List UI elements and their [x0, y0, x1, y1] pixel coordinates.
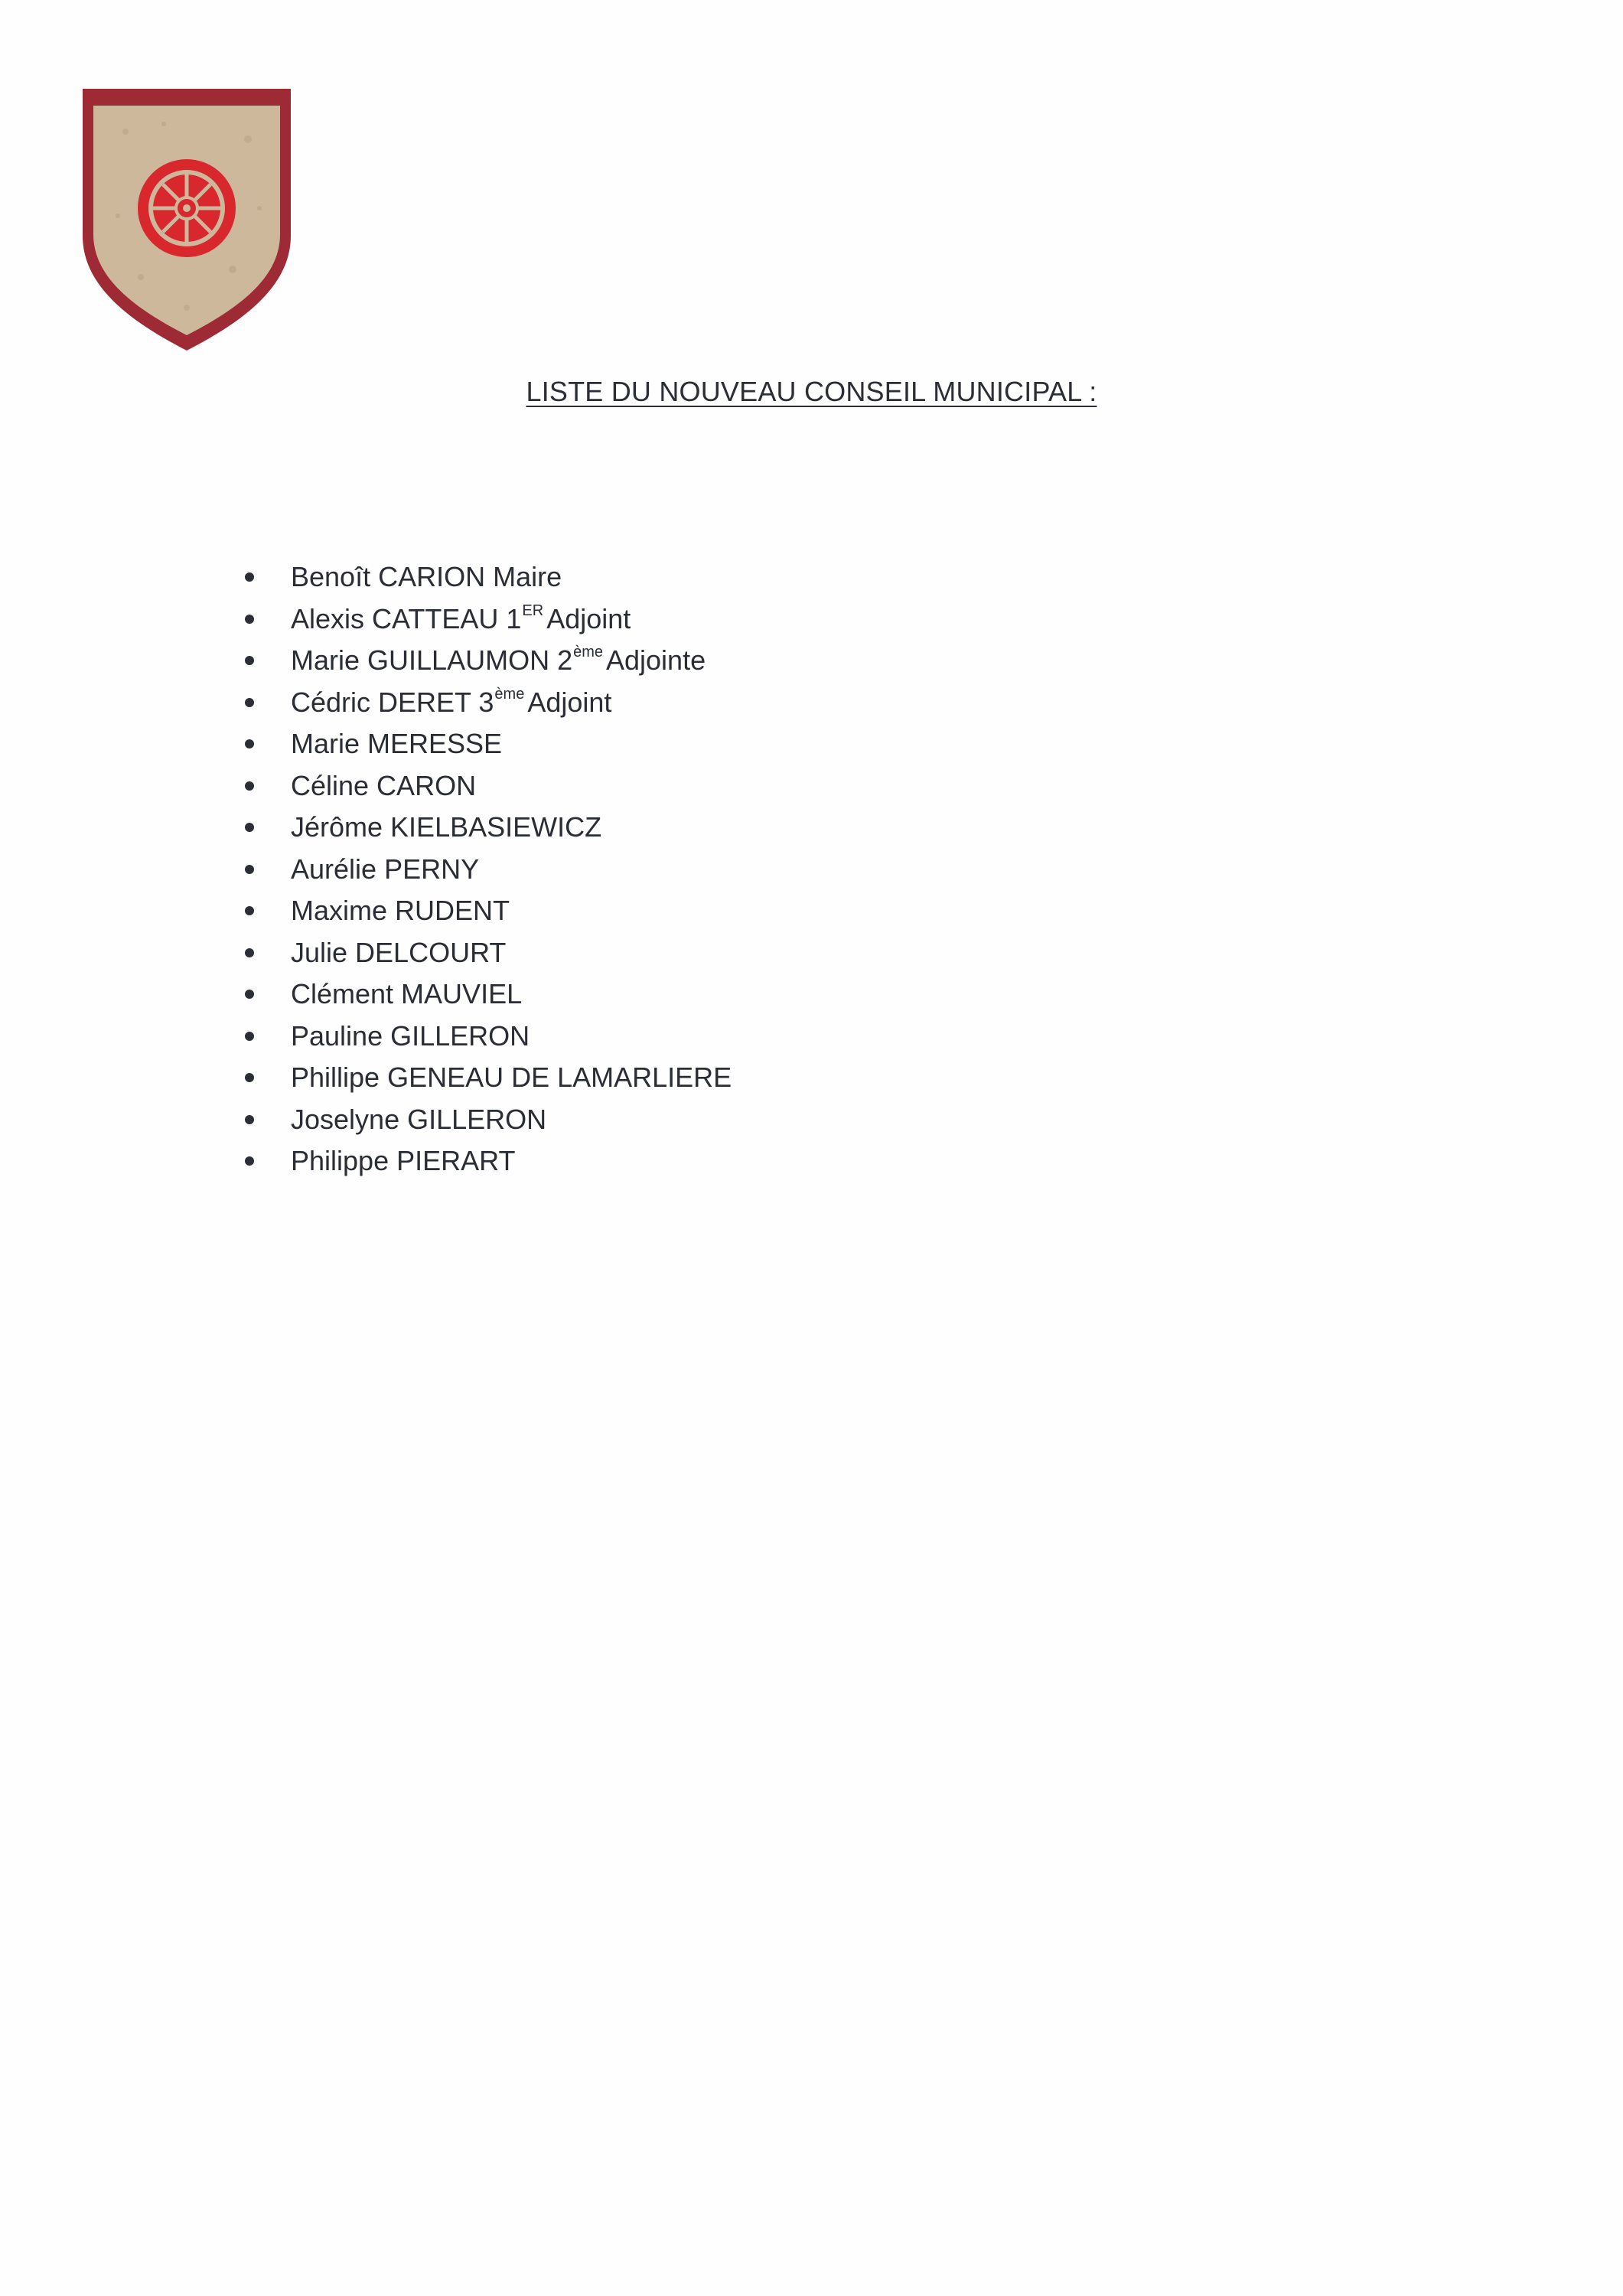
member-name-text: Benoît CARION Maire — [291, 561, 562, 592]
member-name — [291, 723, 502, 765]
member-name — [291, 598, 631, 641]
coat-of-arms-wheel-icon — [80, 86, 294, 354]
crest-wheel — [138, 159, 236, 257]
member-name — [291, 1140, 515, 1182]
member-role: Adjointe — [606, 644, 706, 676]
document-title-text: LISTE DU NOUVEAU CONSEIL MUNICIPAL : — [526, 376, 1097, 407]
bullet-icon — [245, 615, 254, 624]
member-name-text: Jérôme KIELBASIEWICZ — [291, 811, 602, 843]
bullet-icon — [245, 990, 254, 999]
member-name — [291, 890, 510, 932]
member-name-text: Clément MAUVIEL — [291, 978, 523, 1009]
member-name-text: Marie MERESSE — [291, 728, 503, 759]
document-title — [0, 373, 1623, 410]
member-name — [291, 1099, 546, 1141]
bullet-icon — [245, 656, 254, 665]
member-name — [291, 640, 706, 682]
bullet-icon — [245, 572, 254, 582]
ordinal-suffix: ER — [522, 602, 544, 619]
member-name — [291, 1057, 732, 1099]
member-name — [291, 765, 476, 807]
member-name-text: Phillipe GENEAU DE LAMARLIERE — [291, 1062, 732, 1093]
member-name-text: Pauline GILLERON — [291, 1019, 530, 1052]
member-name-text: Cédric DERET 3 — [291, 686, 494, 718]
bullet-icon — [245, 781, 254, 791]
member-role: Adjoint — [527, 686, 612, 718]
bullet-icon — [245, 1032, 254, 1041]
member-name-text: Julie DELCOURT — [291, 936, 507, 968]
member-name — [291, 1016, 530, 1058]
bullet-icon — [245, 1073, 254, 1082]
member-name-text: Philippe PIERART — [291, 1145, 516, 1176]
member-name-text: Aurélie PERNY — [291, 853, 480, 885]
ordinal-suffix: ème — [494, 685, 525, 703]
member-name-text: Alexis CATTEAU 1 — [291, 602, 522, 634]
member-name-text: Marie GUILLAUMON 2 — [291, 644, 573, 676]
bullet-icon — [245, 1156, 254, 1166]
member-name — [291, 807, 601, 849]
ordinal-suffix: ème — [573, 644, 603, 660]
member-name-text: Céline CARON — [291, 769, 477, 801]
bullet-icon — [245, 1115, 254, 1124]
member-name — [291, 849, 479, 891]
bullet-icon — [245, 739, 254, 748]
member-role: Adjoint — [546, 602, 631, 634]
bullet-icon — [245, 823, 254, 832]
member-name — [291, 974, 522, 1016]
member-name — [291, 682, 611, 724]
bullet-icon — [245, 906, 254, 915]
member-name — [291, 556, 562, 598]
member-name-text: Joselyne GILLERON — [291, 1103, 547, 1135]
bullet-icon — [245, 698, 254, 707]
member-name — [291, 932, 506, 974]
member-name-text: Maxime RUDENT — [291, 895, 510, 926]
bullet-icon — [245, 865, 254, 874]
bullet-icon — [245, 948, 254, 957]
